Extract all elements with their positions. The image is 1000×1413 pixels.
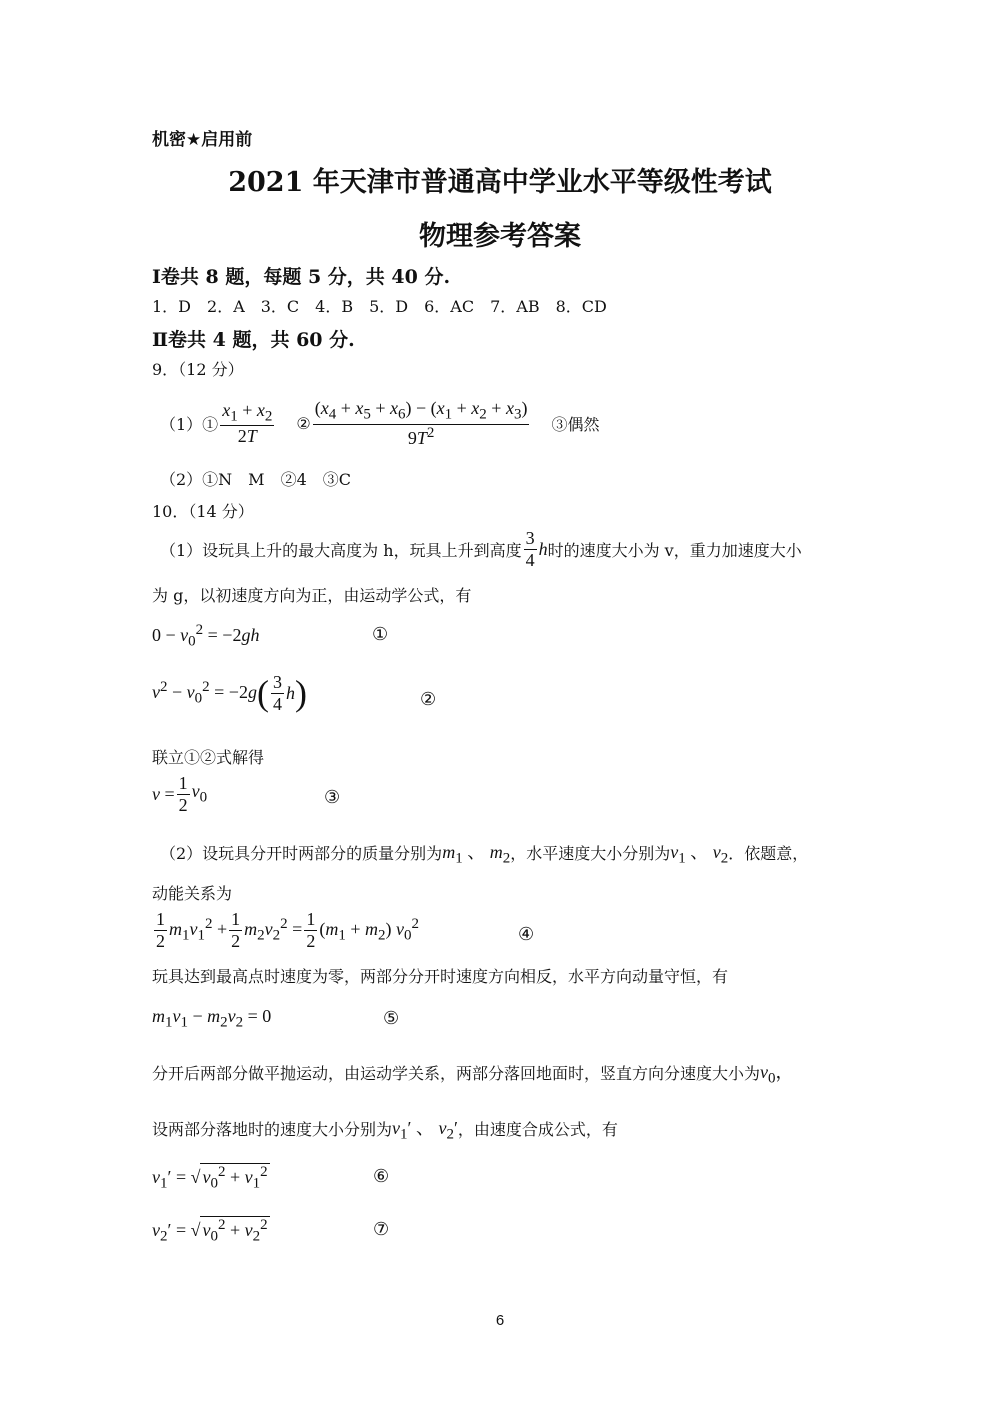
confidential-label: 机密★启用前: [152, 130, 253, 150]
q10-p2-text-c: ．依题意，: [728, 844, 809, 864]
question-10-label: 10．（14 分）: [152, 502, 254, 521]
projectile-text: 分开后两部分做平抛运动，由运动学关系，两部分落回地面时，竖直方向分速度大小为: [152, 1064, 761, 1084]
momentum-text: 玩具达到最高点时速度为零，两部分分开时速度方向相反，水平方向动量守恒，有: [152, 967, 729, 986]
q10-p2-text-d: 动能关系为: [152, 884, 233, 903]
landing-text-b: ，由速度合成公式，有: [457, 1120, 618, 1140]
equation-6: $v_1'$ = √ $v_0^2 + v_1^2$: [152, 1164, 268, 1192]
equation-3-marker: ③: [324, 787, 341, 808]
equation-4: $\frac{1}{2}$ $m_1v_1^2$ + $\frac{1}{2}$ $m_2v_2^2$ = $\frac{1}{2}$ $(m_1 + m_2)$ $v_0^2$: [156, 909, 419, 951]
q10-p2-text-b: ，水平速度大小分别为: [510, 844, 671, 864]
equation-2: $v^2 - v_0^2 = -2g$ ( $\frac{3}{4}$ h ): [152, 672, 307, 714]
equation-2-marker: ②: [420, 689, 437, 710]
q9-part2-answer: （2）①N M ②4 ③C: [160, 470, 351, 489]
q9-part1-label: （1）①: [160, 414, 219, 434]
equation-5: $m_1v_1 - m_2v_2 = 0$: [152, 1006, 272, 1031]
equation-6-marker: ⑥: [373, 1166, 390, 1187]
question-9-label: 9．（12 分）: [152, 360, 244, 379]
equation-3: v = $\frac{1}{2}$ $v_0$: [152, 773, 208, 815]
combine-text: 联立①②式解得: [152, 748, 265, 767]
q9-part1-answer: [160, 398, 599, 449]
multiple-choice-answers: 1．D 2．A 3．C 4．B 5．D 6．AC 7．AB 8．CD: [152, 297, 607, 316]
q9-answer-1-formula: $\frac{x_1 + x_2}{2T}$: [222, 399, 273, 447]
q10-p1-text-a: （1）设玩具上升的最大高度为 h，玩具上升到高度: [160, 540, 522, 560]
equation-7-marker: ⑦: [373, 1219, 390, 1240]
q9-part1-end-label: ③偶然: [551, 414, 600, 434]
projectile-line: 分开后两部分做平抛运动，由运动学关系，两部分落回地面时，竖直方向分速度大小为 $v_0$，: [152, 1062, 794, 1087]
equation-7: $v_2'$ = √ $v_0^2 + v_2^2$: [152, 1217, 268, 1245]
answer-key-title: 物理参考答案: [419, 221, 581, 252]
equation-1-marker: ①: [372, 624, 389, 645]
q9-part1-mid-label: ②: [296, 413, 311, 433]
section-2-heading: Ⅱ卷共 4 题，共 60 分.: [152, 329, 355, 351]
section-1-heading: Ⅰ卷共 8 题，每题 5 分，共 40 分.: [152, 266, 451, 288]
equation-1: $0 - v_0^2 = -2gh$: [152, 622, 260, 650]
q10-p1-text-c: 为 g，以初速度方向为正，由运动学公式，有: [152, 586, 472, 605]
q10-p2-text-a: （2）设玩具分开时两部分的质量分别为: [160, 844, 443, 864]
landing-line: 设两部分落地时的速度大小分别为 $v_1'$ 、 $v_2'$ ，由速度合成公式，有: [152, 1118, 618, 1143]
q10-p1-text-b: 时的速度大小为 v，重力加速度大小: [547, 540, 802, 560]
equation-5-marker: ⑤: [383, 1008, 400, 1029]
exam-title: 2021 年天津市普通高中学业水平等级性考试: [228, 167, 772, 198]
equation-4-marker: ④: [518, 924, 535, 945]
three-quarters-fraction: $\frac{3}{4}$: [525, 528, 535, 570]
q10-part1-setup: （1）设玩具上升的最大高度为 h，玩具上升到高度 $\frac{3}{4}$ h 时的速度大小为 v，重力加速度大小: [160, 528, 802, 570]
q9-answer-2-formula: $\frac{(x_4 + x_5 + x_6) - (x_1 + x_2 + x_3)}{9T^2}$: [314, 398, 528, 448]
page-number: 6: [495, 1312, 505, 1329]
q10-part2-setup: （2）设玩具分开时两部分的质量分别为 $m_1$ 、 $m_2$ ，水平速度大小分别为 $v_1$ 、 $v_2$ ．依题意，: [160, 842, 809, 867]
landing-text-a: 设两部分落地时的速度大小分别为: [152, 1120, 393, 1140]
